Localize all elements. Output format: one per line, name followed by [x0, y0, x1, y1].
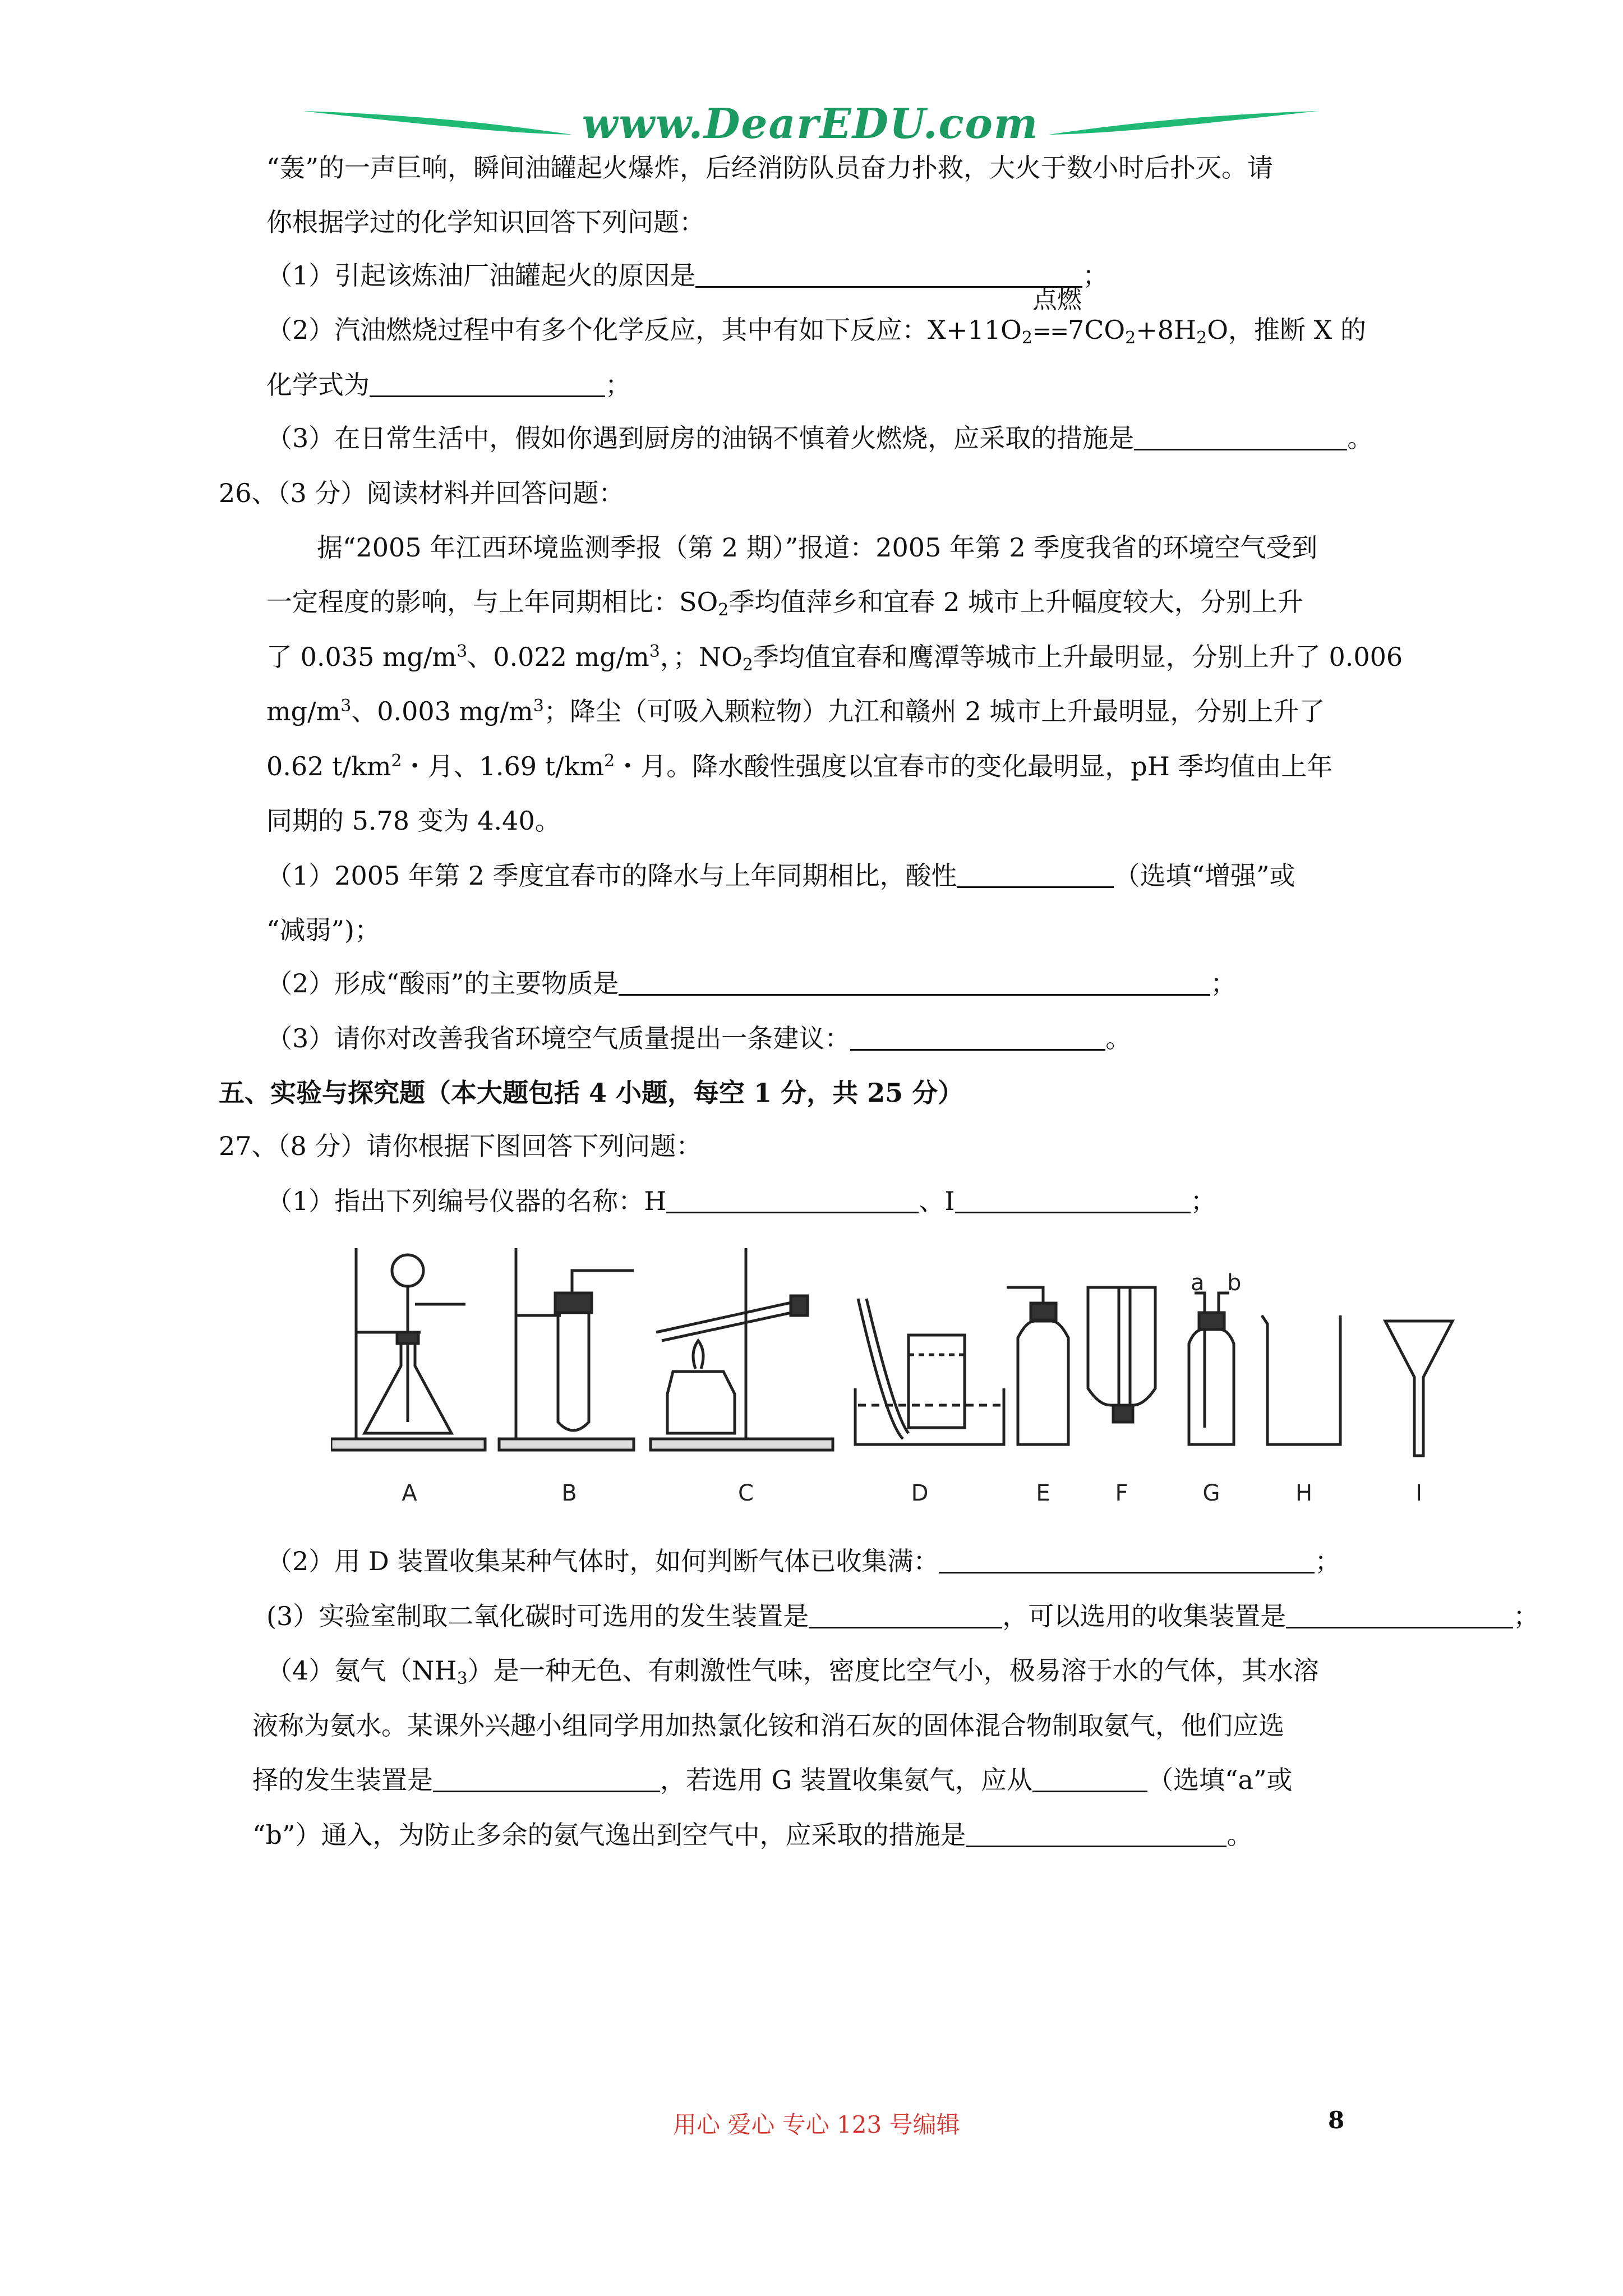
answer-blank[interactable]	[955, 1187, 1191, 1213]
question-26-title: 26、（3 分）阅读材料并回答问题：	[219, 478, 625, 508]
superscript: 3	[457, 642, 468, 661]
punct: ；	[1190, 1186, 1216, 1216]
question-27-3	[266, 1599, 1539, 1634]
apparatus-i	[1385, 1321, 1453, 1456]
question-text: （选填“增强”或	[1114, 861, 1295, 891]
question-text: ，若选用 G 装置收集氨气，应从	[660, 1765, 1032, 1795]
question-25-2-cont	[266, 367, 631, 402]
apparatus-label-b: B	[561, 1480, 577, 1506]
answer-blank[interactable]	[957, 862, 1114, 888]
question-text: （3）在日常生活中，假如你遇到厨房的油锅不慎着火燃烧，应采取的措施是	[266, 423, 1135, 453]
text-part: 了 0.035 mg/m	[266, 642, 457, 672]
punct: ；	[605, 370, 631, 400]
equals-sign: ==	[1032, 319, 1068, 344]
punct: ；	[1210, 968, 1237, 999]
punct: 。	[1347, 423, 1373, 453]
superscript: 3	[533, 696, 544, 716]
answer-blank[interactable]	[1286, 1602, 1513, 1628]
punct: ；	[1315, 1546, 1341, 1576]
answer-blank[interactable]	[1032, 1766, 1147, 1792]
text-part: 、0.022 mg/m	[467, 642, 649, 672]
punct: ；	[1082, 260, 1109, 291]
punct: ；	[1513, 1601, 1539, 1631]
apparatus-label-f: F	[1115, 1480, 1128, 1506]
question-text: 、I	[919, 1186, 955, 1216]
question-text: （选填“a”或	[1147, 1765, 1293, 1795]
subscript: 2	[1021, 328, 1032, 348]
apparatus-c	[651, 1248, 833, 1450]
answer-blank[interactable]	[809, 1602, 1002, 1628]
apparatus-figure	[331, 1237, 1509, 1540]
answer-blank[interactable]	[1134, 424, 1347, 450]
answer-blank[interactable]	[850, 1024, 1105, 1051]
question-27-4-line2: 液称为氨水。某课外兴趣小组同学用加热氯化铵和消石灰的固体混合物制取氨气，他们应选	[252, 1710, 1284, 1741]
apparatus-label-i: I	[1415, 1480, 1422, 1506]
apparatus-labels	[402, 1480, 1422, 1506]
apparatus-label-c: C	[738, 1480, 754, 1506]
text-line: 你根据学过的化学知识回答下列问题：	[266, 207, 705, 237]
passage-line: 据“2005 年江西环境监测季报（第 2 期）”报道：2005 年第 2 季度我省的环境空气受到	[317, 532, 1318, 563]
answer-blank[interactable]	[695, 261, 1082, 288]
answer-blank[interactable]	[966, 1821, 1227, 1847]
punct: 。	[1105, 1023, 1132, 1053]
apparatus-a	[331, 1248, 485, 1450]
question-25-3	[266, 421, 1373, 455]
question-27-1	[266, 1184, 1216, 1218]
text-line: “轰”的一声巨响，瞬间油罐起火爆炸，后经消防队员奋力扑救，大火于数小时后扑灭。请	[266, 153, 1274, 183]
answer-blank[interactable]	[433, 1766, 660, 1792]
apparatus-label-e: E	[1036, 1480, 1050, 1506]
footer-text: 用心 爱心 专心 123 号编辑	[673, 2111, 960, 2138]
question-26-1-cont: “减弱”)；	[266, 915, 380, 945]
answer-blank[interactable]	[939, 1547, 1315, 1573]
question-text: “b”）通入，为防止多余的氨气逸出到空气中，应采取的措施是	[252, 1820, 966, 1850]
condition-label: 点燃	[1032, 286, 1082, 314]
section-title: 五、实验与探究题（本大题包括 4 小题，每空 1 分，共 25 分）	[219, 1078, 964, 1108]
site-url: www.DearEDU.com	[582, 100, 1039, 148]
question-26-2	[266, 966, 1236, 1001]
question-text: （2）形成“酸雨”的主要物质是	[266, 968, 619, 999]
formula-part: O，推断 X 的	[1207, 315, 1366, 345]
question-27-4	[266, 1653, 1319, 1688]
text-part: mg/m	[266, 696, 341, 726]
text-part: （4）氨气（NH	[266, 1655, 457, 1686]
subscript: 2	[1125, 328, 1136, 348]
question-25-2	[266, 286, 1366, 349]
subscript: 2	[1196, 328, 1207, 348]
question-text: （2）汽油燃烧过程中有多个化学反应，其中有如下反应：X+11O	[266, 315, 1022, 345]
question-26-1	[266, 858, 1295, 893]
question-27-4-line4	[252, 1818, 1252, 1852]
apparatus-label-g: G	[1202, 1480, 1220, 1506]
apparatus-d	[855, 1299, 1004, 1444]
page-number: 8	[1328, 2106, 1345, 2134]
question-25-1	[266, 258, 1108, 293]
subscript: 3	[457, 1669, 468, 1688]
formula-part: 7CO	[1067, 315, 1126, 345]
apparatus-label-h: H	[1295, 1480, 1313, 1506]
apparatus-f	[1088, 1287, 1155, 1422]
superscript: 3	[649, 642, 660, 661]
passage-line	[266, 639, 1403, 674]
question-text: 择的发生装置是	[252, 1765, 433, 1795]
apparatus-b	[499, 1248, 634, 1450]
question-text: (3）实验室制取二氧化碳时可选用的发生装置是	[266, 1601, 809, 1631]
question-text: 化学式为	[266, 370, 370, 400]
text-part: 0.62 t/km	[266, 751, 391, 781]
apparatus-g	[1189, 1293, 1234, 1444]
superscript: 2	[391, 751, 402, 771]
text-part: 季均值萍乡和宜春 2 城市上升幅度较大，分别上升	[728, 587, 1303, 617]
text-part: 、0.003 mg/m	[351, 696, 533, 726]
text-part: ）是一种无色、有刺激性气味，密度比空气小，极易溶于水的气体，其水溶	[467, 1655, 1319, 1686]
apparatus-h	[1262, 1315, 1340, 1444]
superscript: 3	[340, 696, 352, 716]
question-text: （1）引起该炼油厂油罐起火的原因是	[266, 260, 696, 291]
question-text: （1）2005 年第 2 季度宜春市的降水与上年同期相比，酸性	[266, 861, 957, 891]
text-part: ・月、1.69 t/km	[402, 751, 605, 781]
question-27-4-line3	[252, 1763, 1292, 1797]
text-part: ・月。降水酸性强度以宜春市的变化最明显，pH 季均值由上年	[615, 751, 1333, 781]
punct: 。	[1227, 1820, 1253, 1850]
passage-line	[266, 749, 1332, 784]
question-26-3	[266, 1021, 1131, 1056]
answer-blank[interactable]	[666, 1187, 919, 1213]
apparatus-label-d: D	[911, 1480, 929, 1506]
question-text: （2）用 D 装置收集某种气体时，如何判断气体已收集满：	[266, 1546, 939, 1576]
subscript: 2	[718, 600, 729, 620]
site-header	[303, 94, 1318, 156]
superscript: 2	[604, 751, 615, 771]
passage-line	[266, 694, 1325, 729]
subscript: 2	[742, 655, 753, 675]
answer-blank[interactable]	[619, 969, 1210, 996]
passage-line	[266, 585, 1303, 619]
apparatus-e	[1007, 1287, 1068, 1444]
question-text: （1）指出下列编号仪器的名称：H	[266, 1186, 667, 1216]
reaction-condition	[1032, 286, 1082, 349]
question-text: （3）请你对改善我省环境空气质量提出一条建议：	[266, 1023, 851, 1053]
formula-part: +8H	[1136, 315, 1197, 345]
answer-blank[interactable]	[370, 371, 605, 397]
question-text: ，可以选用的收集装置是	[1002, 1601, 1287, 1631]
apparatus-label-a: A	[402, 1480, 417, 1506]
text-part: 一定程度的影响，与上年同期相比：SO	[266, 587, 718, 617]
text-part: ，；NO	[660, 642, 743, 672]
text-part: ；降尘（可吸入颗粒物）九江和赣州 2 城市上升最明显，分别上升了	[543, 696, 1325, 726]
question-27-title: 27、（8 分）请你根据下图回答下列问题：	[219, 1131, 702, 1161]
passage-line: 同期的 5.78 变为 4.40。	[266, 806, 561, 836]
port-label-b: b	[1227, 1270, 1242, 1296]
port-label-a: a	[1191, 1270, 1205, 1296]
question-27-2	[266, 1544, 1340, 1579]
text-part: 季均值宜春和鹰潭等城市上升最明显，分别上升了 0.006	[753, 642, 1403, 672]
